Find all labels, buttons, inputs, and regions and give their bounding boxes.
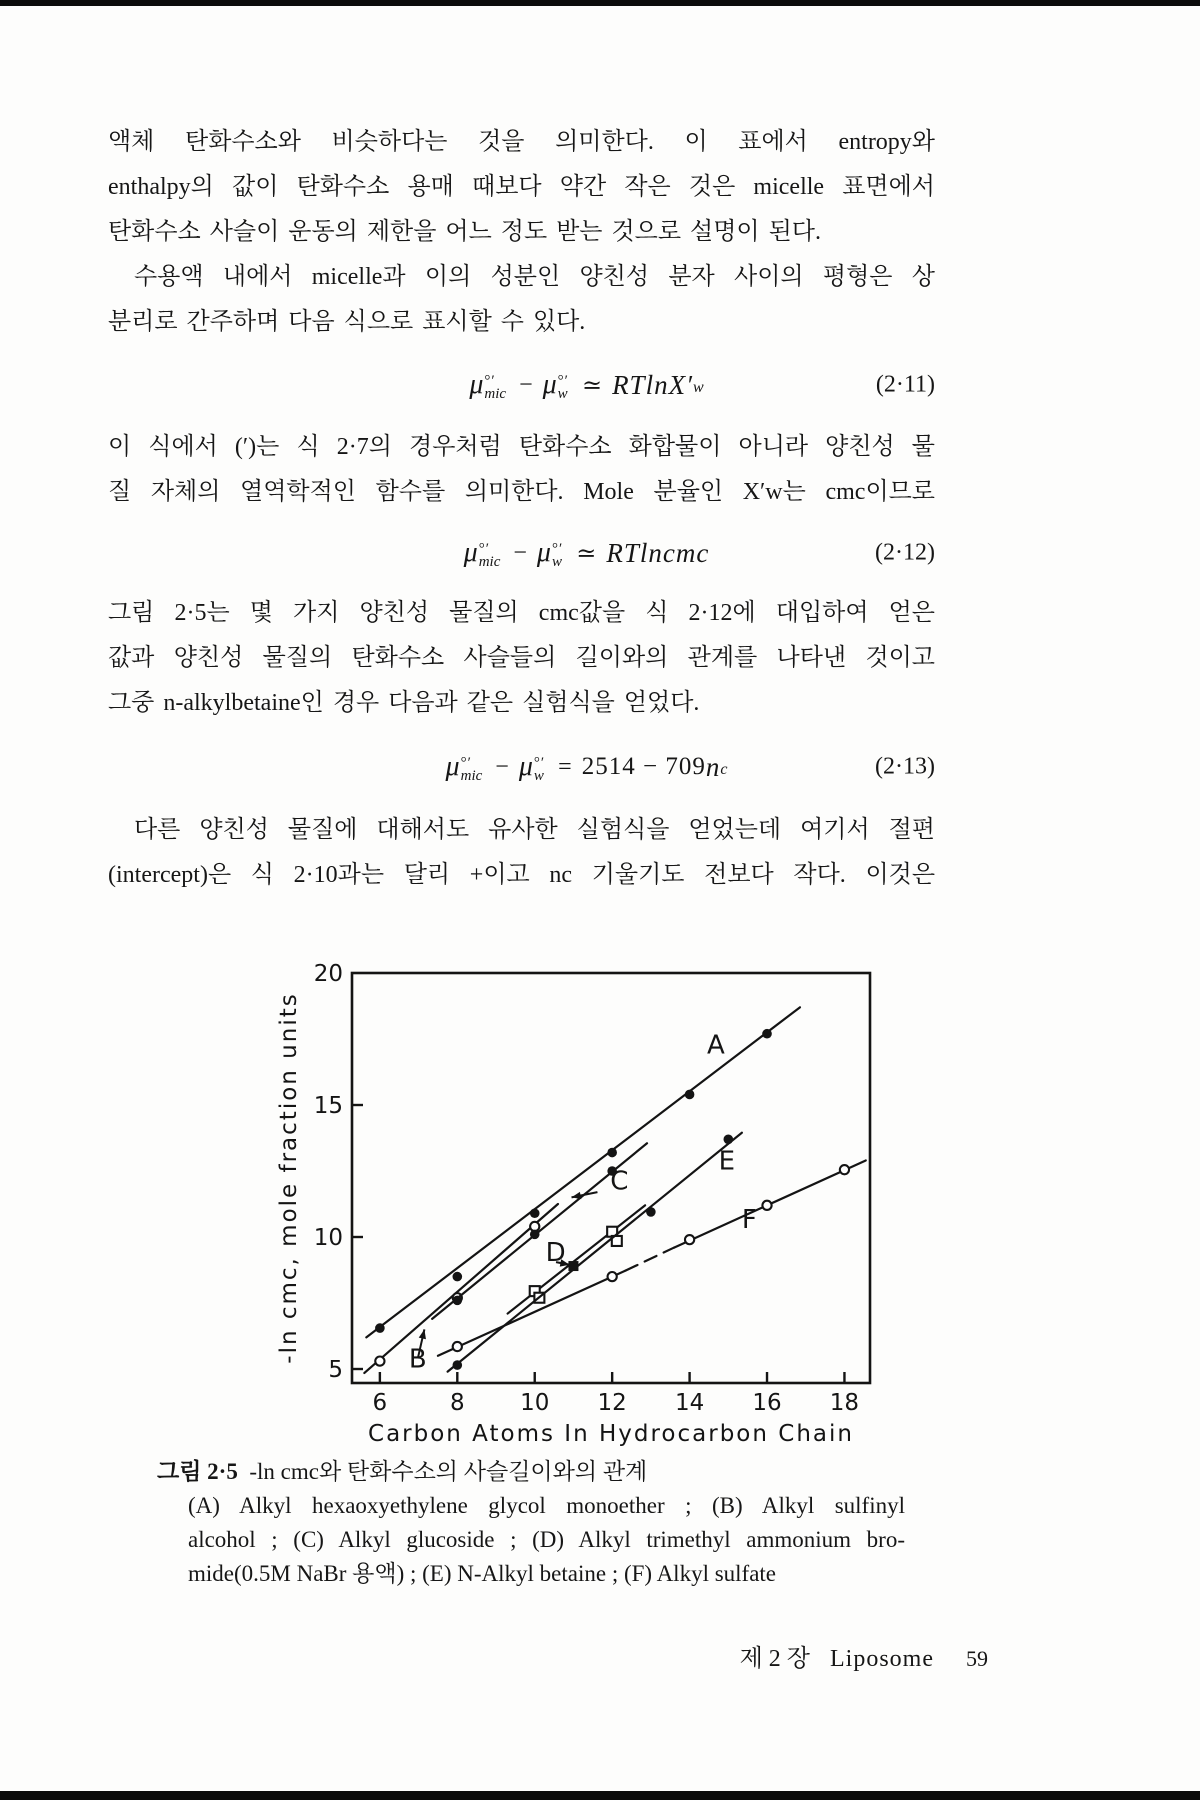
page-footer xyxy=(740,1638,988,1673)
equation-number: (2·13) xyxy=(875,753,935,780)
subscript-mic: mic xyxy=(478,554,501,570)
scan-artifact-bottom xyxy=(0,1791,1200,1800)
svg-text:15: 15 xyxy=(313,1093,343,1120)
figure-caption-title: -ln cmc와 탄화수소의 사슬길이와의 관계 xyxy=(249,1459,648,1484)
subscript-w: w xyxy=(557,386,568,402)
svg-text:20: 20 xyxy=(313,961,343,987)
equation-2-11 xyxy=(108,345,935,425)
svg-text:12: 12 xyxy=(597,1390,627,1416)
mu-symbol: μ xyxy=(469,369,484,400)
svg-text:10: 10 xyxy=(520,1390,550,1416)
relation-operator: ≃ xyxy=(581,372,603,399)
svg-text:6: 6 xyxy=(372,1390,388,1416)
superscript: °′ xyxy=(478,541,490,557)
figure-caption-line: alcohol ; (C) Alkyl glucoside ; (D) Alkyl trimethyl ammonium bro- xyxy=(188,1527,905,1552)
svg-text:18: 18 xyxy=(829,1390,860,1416)
mu-symbol: μ xyxy=(518,751,533,782)
superscript: °′ xyxy=(460,755,472,771)
minus-operator: − xyxy=(495,753,509,780)
svg-text:14: 14 xyxy=(674,1390,705,1416)
minus-operator: − xyxy=(519,371,533,398)
text-line: 분리로 간주하며 다음 식으로 표시할 수 있다. xyxy=(108,309,586,335)
superscript: °′ xyxy=(484,373,496,389)
text-line: 수용액 내에서 micelle과 이의 성분인 양친성 분자 사이의 평형은 상 xyxy=(134,264,935,290)
figure-caption xyxy=(157,1455,905,1591)
rhs-italic: RTlnX′ xyxy=(612,369,693,400)
svg-text:10: 10 xyxy=(313,1225,343,1252)
text-line: 질 자체의 열역학적인 함수를 의미한다. Mole 분율인 X′w는 cmc이므로 xyxy=(108,479,935,505)
equation-body xyxy=(446,751,728,783)
subscript-w: w xyxy=(551,554,562,570)
rhs-roman: 2514 − 709 xyxy=(581,753,706,780)
superscript: °′ xyxy=(551,541,564,557)
svg-text:Carbon Atoms In Hydrocarbon Ch: Carbon Atoms In Hydrocarbon Chain xyxy=(368,1421,854,1447)
text-line: 그중 n-alkylbetaine인 경우 다음과 같은 실험식을 얻었다. xyxy=(108,690,700,716)
rhs-italic: RTlncmc xyxy=(606,537,710,568)
text-line: 다른 양친성 물질에 대해서도 유사한 실험식을 얻었는데 여기서 절편 xyxy=(134,817,935,843)
mu-symbol: μ xyxy=(536,537,551,568)
text-line: 그림 2·5는 몇 가지 양친성 물질의 cmc값을 식 2·12에 대입하여 얻은 xyxy=(108,600,935,626)
equation-number: (2·12) xyxy=(875,539,935,566)
rhs-subscript: c xyxy=(720,761,728,778)
subscript-w: w xyxy=(533,768,544,784)
superscript: °′ xyxy=(533,755,546,771)
figure-2-5 xyxy=(270,950,910,1462)
subscript-mic: mic xyxy=(484,386,507,402)
book-title: Liposome xyxy=(830,1646,934,1672)
mu-symbol: μ xyxy=(445,751,460,782)
text-line: enthalpy의 값이 탄화수소 용매 때보다 약간 작은 것은 micelle 표면에서 xyxy=(108,174,935,200)
svg-text:F: F xyxy=(741,1204,757,1235)
subscript-mic: mic xyxy=(460,768,483,784)
text-line: 액체 탄화수소와 비슷하다는 것을 의미한다. 이 표에서 entropy와 xyxy=(108,129,935,155)
relation-operator: = xyxy=(558,753,572,780)
rhs-italic: n xyxy=(705,751,721,782)
equation-2-12 xyxy=(108,515,935,591)
rhs-subscript: w xyxy=(692,379,704,396)
equation-2-13 xyxy=(108,726,935,808)
svg-text:-ln cmc, mole fraction units: -ln cmc, mole fraction units xyxy=(276,992,302,1364)
text-line: (intercept)은 식 2·10과는 달리 +이고 nc 기울기도 전보다 작다. 이것은 xyxy=(108,862,935,888)
scan-artifact-top xyxy=(0,0,1200,6)
svg-text:8: 8 xyxy=(449,1390,465,1416)
svg-text:A: A xyxy=(707,1030,725,1061)
equation-body xyxy=(469,369,703,401)
text-line: 이 식에서 (′)는 식 2·7의 경우처럼 탄화수소 화합물이 아니라 양친성 물 xyxy=(108,434,935,460)
text-line: 값과 양친성 물질의 탄화수소 사슬들의 길이와의 관계를 나타낸 것이고 xyxy=(108,645,935,671)
mu-symbol: μ xyxy=(542,369,557,400)
chapter-label: 제 2 장 xyxy=(739,1646,810,1672)
svg-text:5: 5 xyxy=(328,1357,343,1384)
equation-number: (2·11) xyxy=(875,371,935,398)
figure-2-5-chart xyxy=(270,950,910,1462)
svg-text:D: D xyxy=(545,1237,566,1268)
relation-operator: ≃ xyxy=(576,540,597,567)
figure-caption-label: 그림 2·5 xyxy=(157,1459,238,1484)
svg-text:B: B xyxy=(408,1344,427,1375)
superscript: °′ xyxy=(557,373,569,389)
svg-text:E: E xyxy=(718,1146,736,1177)
body-text xyxy=(108,120,935,898)
svg-text:16: 16 xyxy=(752,1390,782,1416)
figure-caption-line: mide(0.5M NaBr 용액) ; (E) N-Alkyl betaine ; (F) Alkyl sulfate xyxy=(188,1561,777,1586)
text-line: 탄화수소 사슬이 운동의 제한을 어느 정도 받는 것으로 설명이 된다. xyxy=(108,219,821,245)
minus-operator: − xyxy=(513,539,527,566)
mu-symbol: μ xyxy=(463,537,478,568)
figure-caption-line: (A) Alkyl hexaoxyethylene glycol monoether ; (B) Alkyl sulfinyl xyxy=(188,1493,905,1518)
equation-body xyxy=(464,537,710,569)
page-number: 59 xyxy=(966,1646,988,1671)
svg-text:C: C xyxy=(610,1166,629,1197)
